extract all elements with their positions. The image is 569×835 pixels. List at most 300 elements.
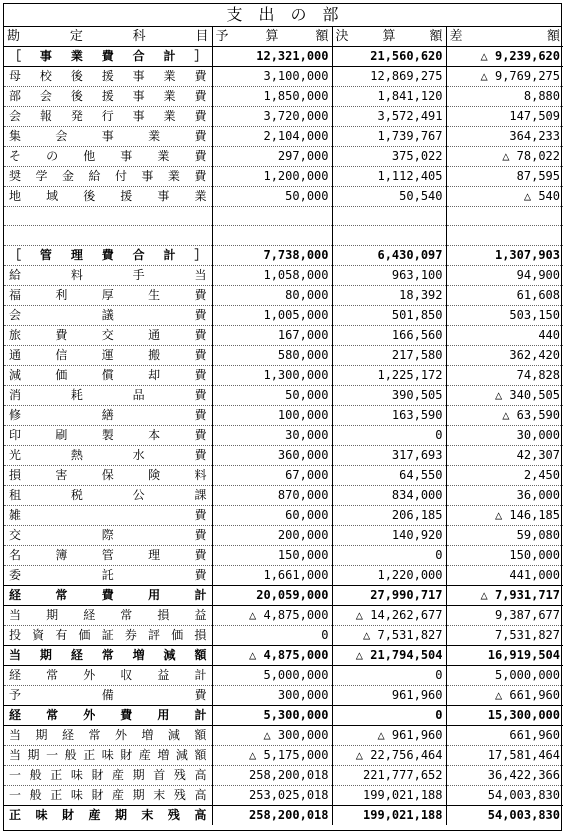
label-char: 証: [101, 627, 114, 642]
label-char: 製: [101, 427, 114, 442]
label-char: 産: [88, 807, 101, 822]
label-char: 金: [61, 169, 74, 183]
table-row: [4, 565, 563, 585]
label-char: 保: [101, 467, 114, 482]
account-label: [4, 505, 212, 525]
account-label: [4, 585, 212, 605]
table-row: [4, 425, 563, 445]
label-char: 高: [194, 787, 207, 802]
budget-cell: 258,200,018: [212, 765, 332, 785]
budget-cell: 60,000: [212, 505, 332, 525]
label-char: 熱: [70, 447, 83, 462]
label-char: 価: [171, 627, 184, 642]
account-label-text: [7, 486, 209, 505]
actual-cell: 6,430,097: [332, 245, 446, 265]
header-diff-char1: 差: [449, 29, 463, 44]
diff-cell: △ 63,590: [446, 405, 563, 425]
label-char: 財: [120, 747, 133, 762]
budget-cell: 3,100,000: [212, 67, 332, 87]
label-char: 味: [101, 747, 114, 762]
actual-cell: 1,220,000: [332, 565, 446, 585]
label-char: 費: [194, 427, 207, 442]
account-label-text: [7, 167, 209, 186]
account-label: [4, 405, 212, 425]
label-char: 収: [120, 667, 133, 682]
label-char: 費: [194, 129, 207, 143]
account-label: [4, 805, 212, 825]
label-char: 援: [101, 89, 114, 103]
table-row: [4, 207, 563, 226]
table-row: [4, 245, 563, 265]
account-label: [4, 545, 212, 565]
actual-cell: 834,000: [332, 485, 446, 505]
actual-cell: 50,540: [332, 187, 446, 207]
label-char: 光: [9, 447, 22, 462]
account-label: [4, 745, 212, 765]
budget-cell: △ 300,000: [212, 725, 332, 745]
diff-cell: 42,307: [446, 445, 563, 465]
label-char: 経: [9, 587, 22, 602]
diff-cell: 59,080: [446, 525, 563, 545]
table-row: [4, 725, 563, 745]
label-char: 却: [148, 367, 161, 382]
label-char: 券: [124, 627, 137, 642]
label-char: 価: [55, 367, 68, 382]
account-label-text: [7, 246, 209, 265]
label-char: 減: [9, 367, 22, 382]
diff-cell: 9,387,677: [446, 605, 563, 625]
actual-cell: 375,022: [332, 147, 446, 167]
label-char: 費: [194, 687, 207, 702]
label-char: 費: [194, 527, 207, 542]
account-label: [4, 345, 212, 365]
table-row: [4, 285, 563, 305]
actual-cell: △ 22,756,464: [332, 745, 446, 765]
table-row: [4, 47, 563, 67]
label-char: 名: [9, 547, 22, 562]
actual-cell: 217,580: [332, 345, 446, 365]
label-char: 外: [83, 667, 96, 682]
label-char: 業: [163, 109, 176, 123]
actual-cell: 0: [332, 665, 446, 685]
actual-cell: 166,560: [332, 325, 446, 345]
label-char: 会: [9, 307, 22, 322]
label-char: 費: [194, 407, 207, 422]
label-char: 費: [194, 347, 207, 362]
actual-cell: 18,392: [332, 285, 446, 305]
expense-table: [4, 27, 563, 825]
table-row: [4, 705, 563, 725]
label-char: 常: [120, 607, 133, 622]
table-row: [4, 645, 563, 665]
budget-cell: 12,321,000: [212, 47, 332, 67]
account-label-text: [7, 526, 209, 545]
label-char: 計: [194, 667, 207, 682]
label-char: 利: [55, 287, 68, 302]
label-char: 費: [101, 247, 114, 262]
label-char: 損: [194, 627, 207, 642]
account-label: [4, 207, 212, 226]
account-label: [4, 245, 212, 265]
label-char: そ: [9, 149, 22, 163]
account-label-text: [7, 446, 209, 465]
budget-cell: 67,000: [212, 465, 332, 485]
table-row: [4, 625, 563, 645]
label-char: 事: [101, 129, 114, 143]
label-char: 通: [9, 347, 22, 362]
diff-cell: 5,000,000: [446, 665, 563, 685]
label-char: 正: [9, 807, 22, 822]
label-char: の: [46, 149, 59, 163]
budget-cell: 200,000: [212, 525, 332, 545]
actual-cell: 27,990,717: [332, 585, 446, 605]
account-label: [4, 725, 212, 745]
label-char: 損: [9, 467, 22, 482]
label-char: 耗: [70, 387, 83, 402]
account-label: [4, 445, 212, 465]
table-row: [4, 87, 563, 107]
actual-cell: 199,021,188: [332, 785, 446, 805]
account-label: [4, 365, 212, 385]
label-char: 費: [194, 149, 207, 163]
actual-cell: [332, 207, 446, 226]
table-row: [4, 545, 563, 565]
budget-cell: 297,000: [212, 147, 332, 167]
label-char: 地: [9, 189, 22, 203]
label-char: 通: [148, 327, 161, 342]
label-char: 期: [132, 767, 145, 782]
diff-cell: △ 661,960: [446, 685, 563, 705]
diff-cell: △ 540: [446, 187, 563, 207]
actual-cell: 1,225,172: [332, 365, 446, 385]
account-label-text: [7, 127, 209, 146]
account-label-text: [7, 306, 209, 325]
label-char: 用: [148, 587, 161, 602]
label-char: 理: [70, 247, 83, 262]
expense-table-sheet: [3, 3, 562, 831]
diff-cell: 30,000: [446, 425, 563, 445]
table-row: [4, 805, 563, 825]
header-diff: [446, 27, 563, 47]
actual-cell: △ 961,960: [332, 725, 446, 745]
budget-cell: 100,000: [212, 405, 332, 425]
account-label: [4, 765, 212, 785]
account-label: [4, 325, 212, 345]
label-char: 費: [194, 447, 207, 462]
label-char: 事: [39, 49, 52, 63]
label-char: 援: [120, 189, 133, 203]
header-budget-char3: 額: [315, 29, 329, 44]
budget-cell: 1,005,000: [212, 305, 332, 325]
diff-cell: 364,233: [446, 127, 563, 147]
actual-cell: 21,560,620: [332, 47, 446, 67]
budget-cell: [212, 226, 332, 245]
label-char: 費: [194, 387, 207, 402]
label-char: 運: [101, 347, 114, 362]
diff-cell: 54,003,830: [487, 807, 560, 822]
account-label: [4, 87, 212, 107]
label-char: 経: [9, 667, 22, 682]
label-char: 味: [35, 807, 48, 822]
budget-cell: 167,000: [212, 325, 332, 345]
header-account-char3: 科: [132, 29, 146, 44]
label-char: 額: [194, 647, 207, 662]
account-label-text: [7, 686, 209, 705]
table-row: [4, 127, 563, 147]
label-char: 簿: [55, 547, 68, 562]
label-char: 財: [91, 767, 104, 782]
label-char: 業: [148, 129, 161, 143]
label-char: 計: [163, 247, 176, 262]
label-char: 福: [9, 287, 22, 302]
budget-cell: 258,200,018: [212, 805, 332, 825]
budget-cell: 360,000: [212, 445, 332, 465]
label-char: 経: [83, 607, 96, 622]
budget-cell: 3,720,000: [212, 107, 332, 127]
table-row: [4, 745, 563, 765]
label-char: ］: [194, 247, 207, 262]
diff-cell: 61,608: [446, 285, 563, 305]
account-label: [4, 665, 212, 685]
label-char: 一: [46, 747, 59, 762]
label-char: 期: [35, 727, 48, 742]
header-account: [4, 27, 212, 47]
budget-cell: 50,000: [212, 385, 332, 405]
label-char: 益: [194, 607, 207, 622]
header-budget-char2: 算: [265, 29, 279, 44]
label-char: 学: [35, 169, 48, 183]
label-char: 品: [132, 387, 145, 402]
label-char: 末: [141, 807, 154, 822]
table-row: [4, 67, 563, 87]
label-char: 付: [114, 169, 127, 183]
budget-cell: △ 4,875,000: [212, 645, 332, 665]
diff-cell: △ 7,931,717: [446, 585, 563, 605]
label-char: 報: [39, 109, 52, 123]
label-char: 部: [9, 89, 22, 103]
diff-cell: 440: [446, 325, 563, 345]
diff-cell: △ 9,239,620: [446, 47, 563, 67]
label-char: 用: [157, 707, 170, 722]
label-char: ［: [9, 49, 22, 63]
account-label-text: [7, 666, 209, 685]
label-char: ］: [194, 49, 207, 63]
budget-cell: △ 4,875,000: [212, 605, 332, 625]
account-label-text: [7, 406, 209, 425]
account-label: [4, 167, 212, 187]
label-char: 事: [120, 149, 133, 163]
account-label-text: [7, 147, 209, 166]
label-char: 期: [39, 647, 52, 662]
label-char: 税: [70, 487, 83, 502]
table-row: [4, 785, 563, 805]
label-char: 増: [157, 747, 170, 762]
label-char: 事: [157, 189, 170, 203]
label-char: 費: [194, 327, 207, 342]
budget-cell: 2,104,000: [212, 127, 332, 147]
label-char: 険: [148, 467, 161, 482]
label-char: 業: [163, 69, 176, 83]
label-char: 業: [167, 169, 180, 183]
label-char: 常: [88, 727, 101, 742]
account-label: [4, 265, 212, 285]
table-row: [4, 305, 563, 325]
diff-cell: 16,919,504: [446, 645, 563, 665]
account-label: [4, 285, 212, 305]
label-char: 額: [194, 727, 207, 742]
account-label-text: [7, 466, 209, 485]
account-label-text: [7, 706, 209, 725]
label-char: 味: [70, 787, 83, 802]
account-label-text: [7, 426, 209, 445]
label-char: 計: [194, 587, 207, 602]
actual-cell: 221,777,652: [332, 765, 446, 785]
actual-cell: 163,590: [332, 405, 446, 425]
label-char: 会: [39, 89, 52, 103]
table-row: [4, 405, 563, 425]
account-label-text: [7, 546, 209, 565]
diff-cell: △ 340,505: [446, 385, 563, 405]
account-label: [4, 226, 212, 245]
label-char: 理: [148, 547, 161, 562]
label-char: 費: [101, 587, 114, 602]
label-char: 残: [173, 787, 186, 802]
table-row: [4, 485, 563, 505]
label-char: 議: [101, 307, 114, 322]
label-char: 会: [9, 109, 22, 123]
label-char: 備: [101, 687, 114, 702]
budget-cell: 80,000: [212, 285, 332, 305]
label-char: 事: [132, 89, 145, 103]
diff-cell: 441,000: [446, 565, 563, 585]
label-char: 常: [101, 647, 114, 662]
actual-cell: 390,505: [332, 385, 446, 405]
label-char: 損: [157, 607, 170, 622]
budget-cell: 580,000: [212, 345, 332, 365]
header-diff-char2: 額: [546, 29, 560, 44]
diff-cell: 503,150: [446, 305, 563, 325]
account-label: [4, 565, 212, 585]
label-char: 正: [83, 747, 96, 762]
budget-cell: 1,200,000: [212, 167, 332, 187]
actual-cell: 1,739,767: [332, 127, 446, 147]
budget-cell: 5,000,000: [212, 665, 332, 685]
diff-cell: [446, 207, 563, 226]
label-char: 事: [132, 69, 145, 83]
actual-cell: 206,185: [332, 505, 446, 525]
account-label-text: [7, 47, 209, 66]
table-row: [4, 665, 563, 685]
label-char: 給: [88, 169, 101, 183]
label-char: 首: [153, 767, 166, 782]
label-char: 際: [101, 527, 114, 542]
label-char: 費: [120, 707, 133, 722]
actual-cell: △ 7,531,827: [332, 625, 446, 645]
label-char: 雑: [9, 507, 22, 522]
header-actual: [332, 27, 446, 47]
label-char: 公: [132, 487, 145, 502]
label-char: 当: [9, 607, 22, 622]
label-char: 業: [157, 149, 170, 163]
diff-cell: 8,880: [446, 87, 563, 107]
account-label-text: [7, 67, 209, 86]
table-row: [4, 465, 563, 485]
label-char: 費: [194, 547, 207, 562]
diff-cell: 362,420: [446, 345, 563, 365]
label-char: 域: [46, 189, 59, 203]
label-char: 費: [194, 307, 207, 322]
label-char: 奨: [9, 169, 22, 183]
diff-cell: 150,000: [446, 545, 563, 565]
table-row: [4, 365, 563, 385]
account-label-text: [7, 286, 209, 305]
table-row: [4, 585, 563, 605]
header-account-char1: 勘: [7, 29, 21, 44]
budget-cell: 1,661,000: [212, 565, 332, 585]
header-actual-char2: 算: [382, 29, 396, 44]
label-char: 財: [91, 787, 104, 802]
label-char: 費: [194, 109, 207, 123]
label-char: 費: [194, 507, 207, 522]
label-char: 予: [9, 687, 22, 702]
actual-cell: 0: [332, 705, 446, 725]
actual-cell: [332, 226, 446, 245]
diff-cell: 7,531,827: [446, 625, 563, 645]
label-char: 経: [61, 727, 74, 742]
diff-cell: △ 146,185: [446, 505, 563, 525]
table-row: [4, 765, 563, 785]
label-char: 会: [55, 129, 68, 143]
account-label: [4, 645, 212, 665]
account-label-text: [7, 766, 209, 785]
budget-cell: 150,000: [212, 545, 332, 565]
budget-cell: 870,000: [212, 485, 332, 505]
label-char: 発: [70, 109, 83, 123]
label-char: 業: [70, 49, 83, 63]
label-char: 増: [141, 727, 154, 742]
account-label: [4, 525, 212, 545]
label-char: 交: [9, 527, 22, 542]
label-char: 搬: [148, 347, 161, 362]
diff-cell: △ 9,769,275: [446, 67, 563, 87]
label-char: 常: [46, 707, 59, 722]
budget-cell: 1,058,000: [212, 265, 332, 285]
actual-cell: 3,572,491: [332, 107, 446, 127]
diff-cell: [446, 226, 563, 245]
label-char: 印: [9, 427, 22, 442]
budget-cell: 7,738,000: [212, 245, 332, 265]
label-char: 般: [29, 767, 42, 782]
table-row: [4, 605, 563, 625]
account-label-text: [7, 266, 209, 285]
label-char: 本: [148, 427, 161, 442]
label-char: 価: [78, 627, 91, 642]
label-char: 集: [9, 129, 22, 143]
label-char: 校: [39, 69, 52, 83]
label-char: 減: [175, 747, 188, 762]
label-char: 業: [194, 189, 207, 203]
budget-cell: 5,300,000: [212, 705, 332, 725]
label-char: 託: [101, 567, 114, 582]
account-label-text: [7, 386, 209, 405]
account-label: [4, 465, 212, 485]
actual-cell: 64,550: [332, 465, 446, 485]
label-char: 期: [132, 787, 145, 802]
label-char: 外: [83, 707, 96, 722]
account-label-text: [7, 187, 209, 206]
account-label-text: [7, 87, 209, 106]
label-char: 修: [9, 407, 22, 422]
